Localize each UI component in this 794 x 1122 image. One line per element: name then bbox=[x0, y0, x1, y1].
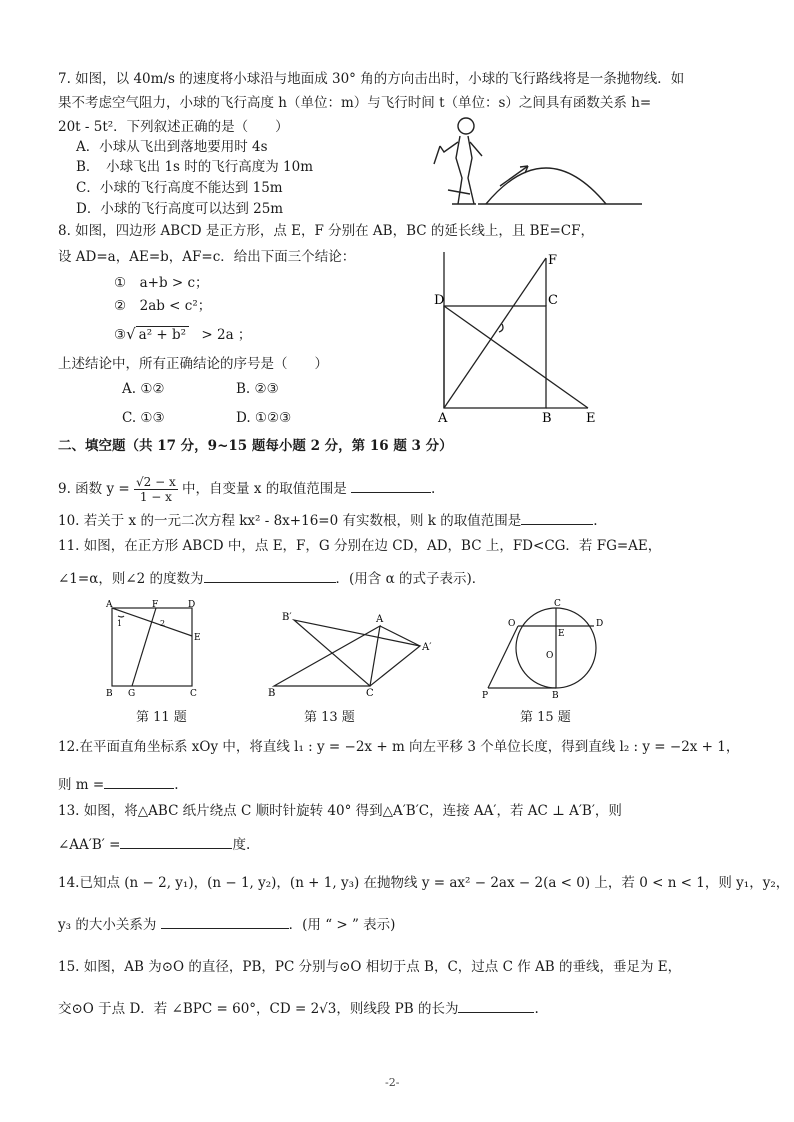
svg-text:B: B bbox=[268, 688, 276, 698]
q15-answer-blank[interactable] bbox=[458, 998, 534, 1013]
q8-conclusion-1: ① a+b > c； bbox=[114, 275, 209, 291]
q14-line2: y₃ 的大小关系为 ．(用 “ > ” 表示) bbox=[58, 914, 395, 934]
svg-text:B: B bbox=[106, 689, 113, 698]
q10-answer-blank[interactable] bbox=[521, 510, 593, 525]
svg-text:C: C bbox=[366, 688, 374, 698]
fig11-square bbox=[100, 598, 210, 698]
q9-answer-blank[interactable] bbox=[351, 478, 431, 493]
q8-square-figure bbox=[430, 248, 606, 428]
direction-arrow bbox=[500, 166, 528, 186]
golfer-head bbox=[458, 118, 474, 134]
q11-line1: 11. 如图，在正方形 ABCD 中，点 E，F，G 分别在边 CD，AD，BC 上，FD<CG．若 FG=AE， bbox=[58, 538, 662, 554]
label-c: C bbox=[548, 293, 558, 308]
svg-text:C: C bbox=[554, 599, 561, 609]
fig15-circle bbox=[478, 598, 618, 702]
q8-option-c: C. ①③ bbox=[122, 410, 165, 426]
svg-text:B′: B′ bbox=[282, 612, 292, 623]
q15-line1: 15. 如图，AB 为⊙O 的直径，PB，PC 分别与⊙O 相切于点 B，C，过点 C 作 AB 的垂线，垂足为 E， bbox=[58, 959, 682, 975]
svg-text:P: P bbox=[482, 691, 489, 701]
q15-line2: 交⊙O 于点 D．若 ∠BPC = 60°，CD = 2√3，则线段 PB 的长为 . bbox=[58, 998, 539, 1018]
svg-text:G: G bbox=[128, 689, 136, 698]
q12-answer-blank[interactable] bbox=[104, 774, 174, 789]
q8-conclusion-2: ② 2ab < c²； bbox=[114, 298, 212, 314]
q10-line: 10. 若关于 x 的一元二次方程 kx² - 8x+16=0 有实数根，则 k 的取值范围是 . bbox=[58, 510, 598, 530]
label-d: D bbox=[434, 293, 445, 308]
label-f: F bbox=[548, 253, 558, 268]
q12-line1: 12.在平面直角坐标系 xOy 中，将直线 l₁ : y = −2x + m 向左平移 3 个单位长度，得到直线 l₂ : y = −2x + 1， bbox=[58, 739, 740, 755]
q13-line2: ∠AA′B′ = 度. bbox=[58, 834, 250, 854]
svg-text:O: O bbox=[546, 651, 554, 661]
caption-fig13: 第 13 题 bbox=[304, 710, 355, 725]
svg-text:E: E bbox=[194, 633, 201, 643]
ball-trajectory bbox=[486, 168, 606, 204]
q7-line1: 7. 如图，以 40m/s 的速度将小球沿与地面成 30° 角的方向击出时，小球的飞行路线将是一条抛物线．如 bbox=[58, 71, 685, 87]
svg-text:D: D bbox=[188, 600, 196, 610]
q7-golfer-figure bbox=[430, 112, 644, 212]
q7-option-a: A．小球从飞出到落地要用时 4s bbox=[76, 139, 268, 155]
svg-text:F: F bbox=[152, 600, 159, 610]
q8-option-b: B. ②③ bbox=[236, 381, 279, 397]
q8-radicand: a² + b² bbox=[136, 326, 189, 343]
label-a: A bbox=[438, 411, 448, 426]
q12-line2: 则 m = . bbox=[58, 774, 179, 794]
svg-text:A: A bbox=[106, 600, 113, 610]
svg-text:2: 2 bbox=[160, 619, 166, 628]
svg-text:B: B bbox=[552, 691, 559, 701]
label-e: E bbox=[586, 411, 596, 426]
svg-text:1: 1 bbox=[117, 619, 123, 628]
svg-text:E: E bbox=[558, 629, 565, 639]
svg-text:O: O bbox=[508, 619, 516, 629]
q14-answer-blank[interactable] bbox=[161, 914, 289, 929]
caption-fig15: 第 15 题 bbox=[520, 710, 571, 725]
q11-line2: ∠1=α，则∠2 的度数为 ．(用含 α 的式子表示)． bbox=[58, 568, 485, 588]
caption-fig11: 第 11 题 bbox=[136, 710, 187, 725]
q9-line: 9. 函数 y = $\frac{√2 - x}{1 - x}$ 中，自变量 x 的取值范围是 . bbox=[58, 475, 436, 504]
q11-answer-blank[interactable] bbox=[204, 568, 336, 583]
q7-option-b: B． 小球飞出 1s 时的飞行高度为 10m bbox=[76, 159, 314, 175]
q7-line3: 20t - 5t²．下列叙述正确的是（ ） bbox=[58, 119, 289, 135]
segment-af bbox=[444, 258, 546, 408]
q8-line1: 8. 如图，四边形 ABCD 是正方形，点 E，F 分别在 AB，BC 的延长线上，且 BE=CF， bbox=[58, 223, 594, 239]
svg-text:A′: A′ bbox=[422, 642, 432, 653]
svg-text:A: A bbox=[376, 614, 384, 625]
q7-option-d: D．小球的飞行高度可以达到 25m bbox=[76, 201, 284, 217]
segment-de bbox=[444, 306, 588, 408]
svg-text:C: C bbox=[190, 689, 197, 698]
q8-line2: 设 AD=a，AE=b，AF=c．给出下面三个结论： bbox=[58, 249, 356, 265]
q8-option-d: D. ①②③ bbox=[236, 410, 292, 426]
q14-line1: 14.已知点 (n − 2, y₁)，(n − 1, y₂)，(n + 1, y₃) 在抛物线 y = ax² − 2ax − 2(a < 0) 上，若 0 < n < 1，则 y₁，y₂， bbox=[58, 875, 790, 891]
q7-line2: 果不考虑空气阻力，小球的飞行高度 h（单位：m）与飞行时间 t（单位：s）之间具有函数关系 h= bbox=[58, 95, 652, 111]
q7-option-c: C．小球的飞行高度不能达到 15m bbox=[76, 180, 283, 196]
q13-line1: 13. 如图，将△ABC 纸片绕点 C 顺时针旋转 40° 得到△A′B′C，连接 AA′，若 AC ⊥ A′B′，则 bbox=[58, 803, 622, 819]
page-number: -2- bbox=[385, 1076, 400, 1089]
q9-fraction: $\frac{√2 - x}{1 - x}$ bbox=[136, 475, 176, 504]
svg-text:D: D bbox=[596, 619, 604, 629]
q8-conclusion-3: ③√ a² + b² > 2a ； bbox=[114, 325, 252, 343]
fig13-rotation bbox=[262, 606, 438, 698]
q8-option-a: A. ①② bbox=[122, 381, 165, 397]
label-b: B bbox=[542, 411, 552, 426]
section-fill-in-title: 二、填空题（共 17 分，9~15 题每小题 2 分，第 16 题 3 分） bbox=[58, 438, 453, 454]
q8-question: 上述结论中，所有正确结论的序号是（ ） bbox=[58, 356, 328, 372]
q13-answer-blank[interactable] bbox=[120, 834, 232, 849]
